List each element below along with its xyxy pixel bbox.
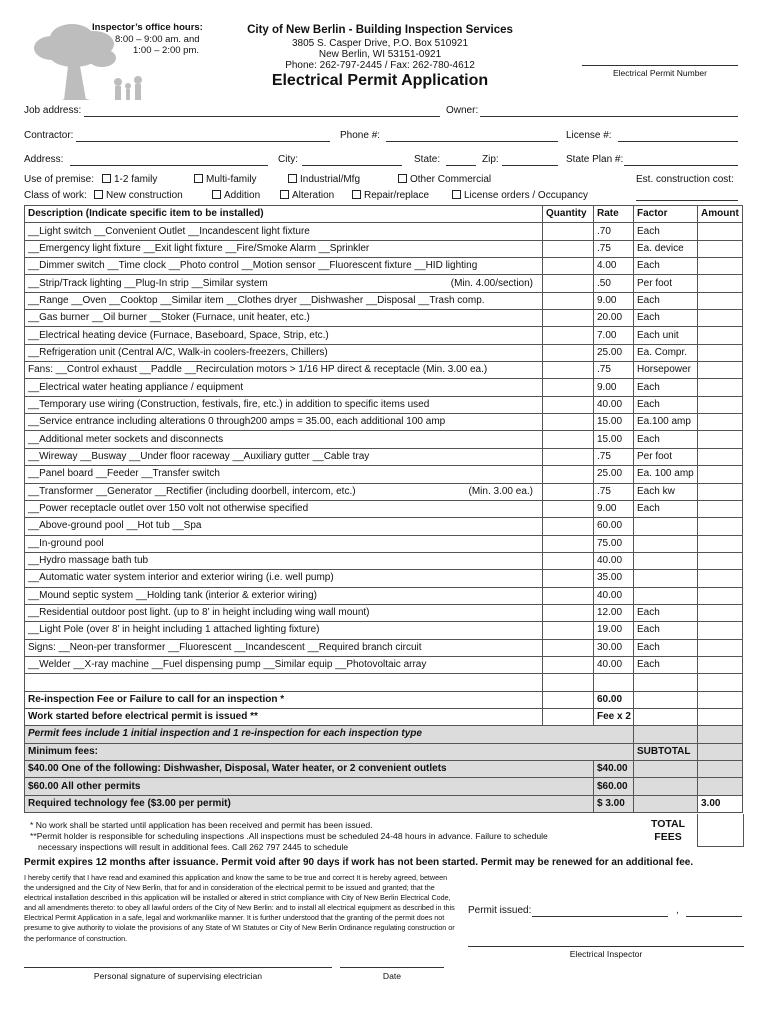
row-rate: .75	[594, 240, 634, 257]
row-description	[25, 240, 543, 257]
reinspection-rate: 60.00	[594, 691, 634, 708]
expiration-notice: Permit expires 12 months after issuance. Permit void after 90 days if work has not been started. Permit may be renewed for an additional fee.	[24, 857, 694, 868]
table-row	[25, 639, 743, 656]
row-quantity-input[interactable]	[543, 604, 594, 621]
table-row	[25, 466, 743, 483]
row-description	[25, 570, 543, 587]
row-quantity-input[interactable]	[543, 379, 594, 396]
table-row	[25, 483, 743, 500]
row-factor: Per foot	[634, 448, 698, 465]
row-rate: .75	[594, 483, 634, 500]
header-rate: Rate	[594, 206, 634, 223]
class-addition-checkbox[interactable]: Addition	[206, 190, 260, 201]
row-amount-input[interactable]	[698, 570, 743, 587]
tech-fee-rate: $ 3.00	[594, 795, 634, 812]
org-address-1: 3805 S. Casper Drive, P.O. Box 510921	[291, 38, 469, 49]
row-description	[25, 604, 543, 621]
work-started-factor	[634, 708, 698, 725]
min-fee-40-rate: $40.00	[594, 761, 634, 778]
row-rate: 9.00	[594, 292, 634, 309]
table-row	[25, 344, 743, 361]
row-description-text: __Strip/Track lighting __Plug-In strip __Similar system	[28, 277, 268, 289]
job-address-label: Job address:	[24, 105, 82, 116]
use-1-2-family-checkbox[interactable]: 1-2 family	[96, 174, 157, 185]
reinspection-amount[interactable]	[698, 691, 743, 708]
row-amount-input[interactable]	[698, 500, 743, 517]
row-amount-input[interactable]	[698, 344, 743, 361]
row-description-text: __Dimmer switch __Time clock __Photo control __Motion sensor __Fluorescent fixture __HID lighting	[28, 260, 478, 272]
reinspection-label: Re-inspection Fee or Failure to call for an inspection *	[25, 691, 543, 708]
row-description-text: __Automatic water system interior and exterior wiring (i.e. well pump)	[28, 572, 334, 584]
blank-row	[25, 674, 743, 691]
use-of-premise-label: Use of premise:	[24, 174, 95, 185]
table-row	[25, 570, 743, 587]
state-label: State:	[414, 154, 441, 165]
org-address-2: New Berlin, WI 53151-0921	[318, 49, 442, 60]
row-quantity-input[interactable]	[543, 518, 594, 535]
row-factor	[634, 570, 698, 587]
table-row	[25, 258, 743, 275]
minimum-fees-label: Minimum fees:	[25, 743, 634, 760]
row-amount-input[interactable]	[698, 656, 743, 673]
reinspection-qty[interactable]	[543, 691, 594, 708]
note-factor	[634, 726, 698, 743]
row-rate: 4.00	[594, 258, 634, 275]
row-quantity-input[interactable]	[543, 448, 594, 465]
header-description: Description (Indicate specific item to be installed)	[25, 206, 543, 223]
row-factor: Ea. device	[634, 240, 698, 257]
row-factor	[634, 535, 698, 552]
row-rate: .75	[594, 448, 634, 465]
table-row	[25, 604, 743, 621]
row-rate: 7.00	[594, 327, 634, 344]
permit-issued-label: Permit issued:	[468, 905, 532, 916]
table-row	[25, 240, 743, 257]
minimum-fees-row	[25, 743, 743, 760]
fee-table	[24, 205, 743, 813]
row-quantity-input[interactable]	[543, 292, 594, 309]
date-line[interactable]	[340, 967, 444, 968]
row-description-text: __Temporary use wiring (Construction, festivals, fire, etc.) in addition to specific items used	[28, 398, 430, 410]
permit-fees-note: Permit fees include 1 initial inspection and 1 re-inspection for each inspection type	[25, 726, 634, 743]
row-factor: Each	[634, 396, 698, 413]
min-fee-60-amount	[698, 778, 743, 795]
row-amount-input[interactable]	[698, 327, 743, 344]
row-rate: 30.00	[594, 639, 634, 656]
row-quantity-input[interactable]	[543, 483, 594, 500]
row-amount-input[interactable]	[698, 292, 743, 309]
row-description-text: Fans: __Control exhaust __Paddle __Recirculation motors > 1/16 HP direct & receptacle (Min. 3.00 ea.)	[28, 364, 488, 376]
license-label: License #:	[566, 130, 612, 141]
subtotal-field[interactable]	[698, 743, 743, 760]
city-label: City:	[278, 154, 298, 165]
phone-label: Phone #:	[340, 130, 381, 141]
row-quantity-input[interactable]	[543, 327, 594, 344]
table-row	[25, 656, 743, 673]
permit-issued-field[interactable]	[532, 906, 668, 920]
row-factor: Each	[634, 258, 698, 275]
row-description	[25, 518, 543, 535]
row-amount-input[interactable]	[698, 552, 743, 569]
table-row	[25, 431, 743, 448]
row-description-text: __Above-ground pool __Hot tub __Spa	[28, 520, 202, 532]
city-field[interactable]	[302, 155, 402, 169]
zip-field[interactable]	[502, 155, 558, 169]
row-description-text: __Refrigeration unit (Central A/C, Walk-in coolers-freezers, Chillers)	[28, 346, 328, 358]
row-rate: 12.00	[594, 604, 634, 621]
work-started-amount[interactable]	[698, 708, 743, 725]
row-factor: Ea.100 amp	[634, 414, 698, 431]
row-quantity-input[interactable]	[543, 535, 594, 552]
office-hours-line2: 1:00 – 2:00 pm.	[133, 45, 200, 56]
row-description	[25, 587, 543, 604]
permit-fees-note-row	[25, 726, 743, 743]
class-repair-checkbox[interactable]: Repair/replace	[346, 190, 429, 201]
row-factor: Horsepower	[634, 362, 698, 379]
note-2: **Permit holder is responsible for scheduling inspections .All inspections must be scheduled 24-48 hours in advance. Failure to schedule	[30, 831, 548, 841]
row-description-text: __Electrical water heating appliance / equipment	[28, 381, 244, 393]
address-field[interactable]	[70, 155, 268, 169]
row-quantity-input[interactable]	[543, 431, 594, 448]
row-description-text: __Electrical heating device (Furnace, Baseboard, Space, Strip, etc.)	[28, 329, 329, 341]
row-amount-input[interactable]	[698, 587, 743, 604]
tech-fee-factor	[634, 795, 698, 812]
table-row	[25, 448, 743, 465]
work-started-label: Work started before electrical permit is issued **	[25, 708, 543, 725]
reinspection-factor	[634, 691, 698, 708]
page-title: Electrical Permit Application	[271, 72, 489, 89]
row-rate: 25.00	[594, 344, 634, 361]
table-row	[25, 327, 743, 344]
row-amount-input[interactable]	[698, 604, 743, 621]
signature-label: Personal signature of supervising electrician	[93, 971, 263, 981]
table-row	[25, 535, 743, 552]
row-description-text: __Additional meter sockets and disconnects	[28, 433, 224, 445]
row-rate: 75.00	[594, 535, 634, 552]
row-rate: 40.00	[594, 656, 634, 673]
min-fee-40-row	[25, 761, 743, 778]
row-description	[25, 500, 543, 517]
row-minimum-note: (Min. 4.00/section)	[450, 277, 533, 289]
row-amount-input[interactable]	[698, 414, 743, 431]
row-rate: .75	[594, 362, 634, 379]
certification-text: I hereby certify that I have read and examined this application and know the same to be true and correct It is hereby agreed, between the undersigned and the City of New Berlin, that for and in consideration of the electrical permit to be issued and granted; that the electrical installation described in this application will be installed or altered in strict compliance with City of New Berlin Electrical Code, and all amendments thereto: to obey all lawful orders of the City of New Berlin: and to install all electrical equipment as described in this Electrical Permit Application in a safe, legal and workmanlike manner. It is further understood that the granting of the permit does not presume to give authority to violate the provisions of any State of WI Statutes or City of New Berlin Ordinance regulating construction or the performance of construction.	[24, 873, 455, 943]
row-description	[25, 379, 543, 396]
min-fee-60-label: $60.00 All other permits	[25, 778, 594, 795]
inspector-signature-line[interactable]	[468, 946, 744, 947]
total-fees-field[interactable]	[697, 814, 744, 847]
row-amount-input[interactable]	[698, 448, 743, 465]
row-amount-input[interactable]	[698, 275, 743, 292]
row-description	[25, 344, 543, 361]
class-license-orders-checkbox[interactable]: License orders / Occupancy	[446, 190, 588, 201]
row-description-text: __Power receptacle outlet over 150 volt not otherwise specified	[28, 503, 309, 515]
office-hours-line1: 8:00 – 9:00 am. and	[115, 34, 200, 45]
reinspection-row	[25, 691, 743, 708]
row-quantity-input[interactable]	[543, 466, 594, 483]
row-rate: 15.00	[594, 414, 634, 431]
row-quantity-input[interactable]	[543, 362, 594, 379]
use-industrial-checkbox[interactable]: Industrial/Mfg	[282, 174, 360, 185]
row-factor: Each unit	[634, 327, 698, 344]
row-description	[25, 622, 543, 639]
class-of-work-label: Class of work:	[24, 190, 87, 201]
row-quantity-input[interactable]	[543, 275, 594, 292]
total-fees-label-2: FEES	[654, 831, 682, 843]
row-amount-input[interactable]	[698, 518, 743, 535]
row-amount-input[interactable]	[698, 466, 743, 483]
header-quantity: Quantity	[543, 206, 594, 223]
row-description-text: __Light switch __Convenient Outlet __Incandescent light fixture	[28, 225, 310, 237]
row-factor: Each	[634, 639, 698, 656]
permit-issued-comma: ,	[676, 905, 679, 916]
tech-fee-row	[25, 795, 743, 812]
table-row	[25, 275, 743, 292]
table-row	[25, 292, 743, 309]
min-fee-60-rate: $60.00	[594, 778, 634, 795]
state-field[interactable]	[446, 155, 476, 169]
owner-field[interactable]	[480, 106, 738, 120]
inspector-label: Electrical Inspector	[569, 949, 643, 959]
use-multi-family-checkbox[interactable]: Multi-family	[188, 174, 257, 185]
row-description-text: Signs: __Neon-per transformer __Fluorescent __Incandescent __Required branch circuit	[28, 641, 422, 653]
row-amount-input[interactable]	[698, 258, 743, 275]
blank-desc	[25, 674, 543, 691]
table-row	[25, 414, 743, 431]
row-description	[25, 483, 543, 500]
row-description-text: __Range __Oven __Cooktop __Similar item __Clothes dryer __Dishwasher __Disposal __Trash comp.	[28, 294, 485, 306]
row-quantity-input[interactable]	[543, 258, 594, 275]
row-description-text: __Emergency light fixture __Exit light fixture __Fire/Smoke Alarm __Sprinkler	[28, 242, 370, 254]
row-quantity-input[interactable]	[543, 639, 594, 656]
row-factor: Each	[634, 500, 698, 517]
row-rate: 40.00	[594, 587, 634, 604]
table-row	[25, 396, 743, 413]
row-factor: Each	[634, 656, 698, 673]
row-description	[25, 448, 543, 465]
row-rate: 40.00	[594, 396, 634, 413]
row-description	[25, 292, 543, 309]
zip-label: Zip:	[482, 154, 499, 165]
note-3: necessary inspections will result in additional fees. Call 262 797 2445 to schedule	[38, 842, 349, 852]
row-factor: Each	[634, 310, 698, 327]
row-quantity-input[interactable]	[543, 396, 594, 413]
address-label: Address:	[24, 154, 64, 165]
license-field[interactable]	[618, 131, 738, 145]
use-other-commercial-checkbox[interactable]: Other Commercial	[392, 174, 491, 185]
row-minimum-note: (Min. 3.00 ea.)	[468, 485, 533, 497]
row-amount-input[interactable]	[698, 310, 743, 327]
row-quantity-input[interactable]	[543, 223, 594, 240]
tech-fee-amount: 3.00	[698, 795, 743, 812]
header-factor: Factor	[634, 206, 698, 223]
row-quantity-input[interactable]	[543, 414, 594, 431]
row-factor	[634, 518, 698, 535]
row-amount-input[interactable]	[698, 396, 743, 413]
row-amount-input[interactable]	[698, 223, 743, 240]
row-rate: 9.00	[594, 500, 634, 517]
header-amount: Amount	[698, 206, 743, 223]
est-cost-field[interactable]	[636, 190, 738, 204]
row-description-text: __Light Pole (over 8’ in height including 1 attached lighting fixture)	[28, 624, 320, 636]
org-phone: Phone: 262-797-2445 / Fax: 262-780-4612	[285, 60, 475, 71]
row-description	[25, 258, 543, 275]
row-description-text: __Panel board __Feeder __Transfer switch	[28, 468, 220, 480]
est-cost-label: Est. construction cost:	[636, 174, 734, 185]
blank-rate	[594, 674, 634, 691]
row-description	[25, 431, 543, 448]
row-rate: 60.00	[594, 518, 634, 535]
row-quantity-input[interactable]	[543, 552, 594, 569]
row-factor: Each	[634, 292, 698, 309]
subtotal-label: SUBTOTAL	[634, 743, 698, 760]
row-description-text: __Transformer __Generator __Rectifier (including doorbell, intercom, etc.)	[28, 485, 356, 497]
row-description	[25, 466, 543, 483]
row-factor: Each	[634, 379, 698, 396]
table-header-row	[25, 206, 743, 223]
row-factor	[634, 552, 698, 569]
class-alteration-checkbox[interactable]: Alteration	[274, 190, 334, 201]
row-rate: 25.00	[594, 466, 634, 483]
row-quantity-input[interactable]	[543, 310, 594, 327]
row-description	[25, 327, 543, 344]
row-rate: 40.00	[594, 552, 634, 569]
table-row	[25, 552, 743, 569]
row-description-text: __Gas burner __Oil burner __Stoker (Furnace, unit heater, etc.)	[28, 312, 310, 324]
row-description-text: __Residential outdoor post light. (up to 8’ in height including wing wall mount)	[28, 607, 370, 619]
row-description-text: __Welder __X-ray machine __Fuel dispensing pump __Similar equip __Photovoltaic array	[28, 659, 427, 671]
permit-issued-year-field[interactable]	[686, 906, 742, 920]
owner-label: Owner:	[446, 105, 479, 116]
state-plan-label: State Plan #:	[566, 154, 624, 165]
row-factor: Each	[634, 604, 698, 621]
electrician-signature-line[interactable]	[24, 967, 332, 968]
table-row	[25, 362, 743, 379]
table-row	[25, 223, 743, 240]
row-amount-input[interactable]	[698, 240, 743, 257]
date-label: Date	[382, 971, 402, 981]
table-row	[25, 379, 743, 396]
note-1: * No work shall be started until application has been received and permit has been issued.	[30, 820, 373, 830]
row-description-text: __In-ground pool	[28, 537, 104, 549]
job-address-field[interactable]	[84, 106, 440, 120]
min-fee-40-factor	[634, 761, 698, 778]
row-factor: Per foot	[634, 275, 698, 292]
table-row	[25, 622, 743, 639]
row-factor: Each	[634, 622, 698, 639]
blank-amount[interactable]	[698, 674, 743, 691]
table-row	[25, 587, 743, 604]
row-description	[25, 639, 543, 656]
row-factor: Each	[634, 431, 698, 448]
row-factor: Each	[634, 223, 698, 240]
row-rate: 9.00	[594, 379, 634, 396]
phone-field[interactable]	[386, 131, 558, 145]
row-amount-input[interactable]	[698, 639, 743, 656]
row-description	[25, 552, 543, 569]
min-fee-60-row	[25, 778, 743, 795]
row-amount-input[interactable]	[698, 362, 743, 379]
table-row	[25, 518, 743, 535]
row-description-text: __Service entrance including alterations 0 through200 amps = 35.00, each additional 100 amp	[28, 416, 446, 428]
row-quantity-input[interactable]	[543, 656, 594, 673]
work-started-row	[25, 708, 743, 725]
min-fee-60-factor	[634, 778, 698, 795]
total-fees-label-1: TOTAL	[650, 818, 686, 830]
row-rate: 20.00	[594, 310, 634, 327]
blank-qty[interactable]	[543, 674, 594, 691]
class-new-construction-checkbox[interactable]: New construction	[88, 190, 183, 201]
row-factor: Ea. 100 amp	[634, 466, 698, 483]
min-fee-40-label: $40.00 One of the following: Dishwasher, Disposal, Water heater, or 2 convenient outlets	[25, 761, 594, 778]
row-rate: .50	[594, 275, 634, 292]
row-amount-input[interactable]	[698, 535, 743, 552]
table-row	[25, 310, 743, 327]
row-description	[25, 310, 543, 327]
row-description	[25, 223, 543, 240]
row-quantity-input[interactable]	[543, 587, 594, 604]
contractor-field[interactable]	[76, 131, 330, 145]
row-quantity-input[interactable]	[543, 570, 594, 587]
row-description	[25, 275, 543, 292]
work-started-qty[interactable]	[543, 708, 594, 725]
row-rate: .70	[594, 223, 634, 240]
row-quantity-input[interactable]	[543, 344, 594, 361]
org-name: City of New Berlin - Building Inspection Services	[247, 24, 513, 36]
table-row	[25, 500, 743, 517]
row-amount-input[interactable]	[698, 483, 743, 500]
contractor-label: Contractor:	[24, 130, 74, 141]
row-factor: Ea. Compr.	[634, 344, 698, 361]
row-amount-input[interactable]	[698, 431, 743, 448]
permit-number-line[interactable]	[582, 65, 738, 66]
row-quantity-input[interactable]	[543, 622, 594, 639]
row-description	[25, 656, 543, 673]
row-amount-input[interactable]	[698, 379, 743, 396]
min-fee-40-amount	[698, 761, 743, 778]
office-hours-title: Inspector’s office hours:	[92, 22, 203, 33]
row-description	[25, 362, 543, 379]
row-rate: 19.00	[594, 622, 634, 639]
permit-number-label: Electrical Permit Number	[613, 68, 707, 78]
row-description-text: __Mound septic system __Holding tank (interior & exterior wiring)	[28, 589, 318, 601]
row-quantity-input[interactable]	[543, 240, 594, 257]
tech-fee-label: Required technology fee ($3.00 per permit)	[25, 795, 594, 812]
row-description-text: __Hydro massage bath tub	[28, 555, 149, 567]
row-description	[25, 396, 543, 413]
row-factor: Each kw	[634, 483, 698, 500]
row-amount-input[interactable]	[698, 622, 743, 639]
row-rate: 35.00	[594, 570, 634, 587]
state-plan-field[interactable]	[624, 155, 738, 169]
work-started-rate: Fee x 2	[594, 708, 634, 725]
blank-factor	[634, 674, 698, 691]
row-description	[25, 535, 543, 552]
note-amount	[698, 726, 743, 743]
row-description	[25, 414, 543, 431]
row-quantity-input[interactable]	[543, 500, 594, 517]
row-rate: 15.00	[594, 431, 634, 448]
row-factor	[634, 587, 698, 604]
row-description-text: __Wireway __Busway __Under floor raceway __Auxiliary gutter __Cable tray	[28, 450, 370, 462]
